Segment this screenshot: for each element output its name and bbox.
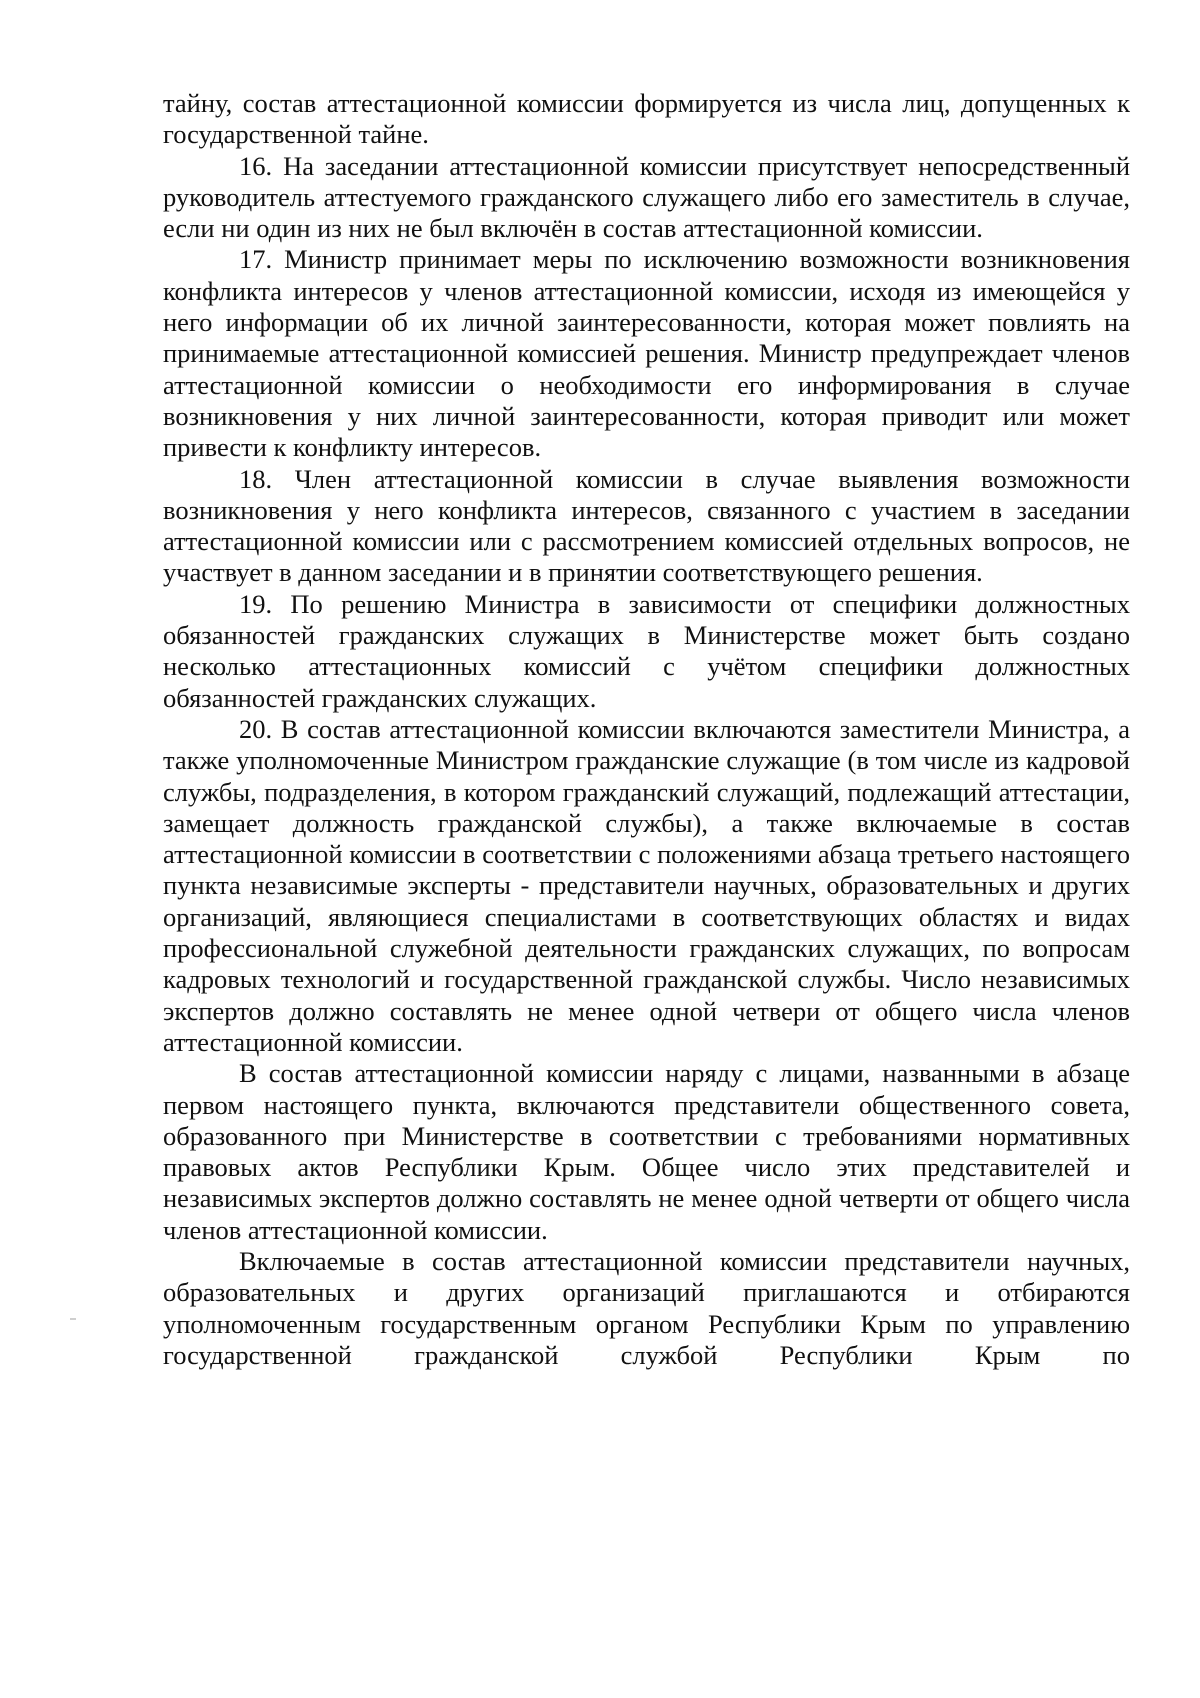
paragraph-20-third: Включаемые в состав аттестационной комиссии представители научных, образовательных и других организаций приглашаются и отбираются уполномоченным государственным органом Республики Крым по управлению государственной гражданской службой Республики Крым по [163,1245,1130,1370]
paragraph-20-second: В состав аттестационной комиссии наряду с лицами, названными в абзаце первом настоящего пункта, включаются представители общественного совета, образованного при Министерстве в соответствии с требованиями нормативных правовых актов Республики Крым. Общее число этих представителей и независимых экспертов должно составлять не менее одной четверти от общего числа членов аттестационной комиссии. [163,1058,1130,1245]
paragraph-19: 19. По решению Министра в зависимости от специфики должностных обязанностей гражданских служащих в Министерстве может быть создано несколько аттестационных комиссий с учётом специфики должностных обязанностей гражданских служащих. [163,588,1130,713]
paragraph-16: 16. На заседании аттестационной комиссии присутствует непосредственный руководитель аттестуемого гражданского служащего либо его заместитель в случае, если ни один из них не был включён в состав аттестационной комиссии. [163,150,1130,244]
paragraph-continuation: тайну, состав аттестационной комиссии формируется из числа лиц, допущенных к государственной тайне. [163,88,1130,150]
paragraph-18: 18. Член аттестационной комиссии в случае выявления возможности возникновения у него конфликта интересов, связанного с участием в заседании аттестационной комиссии или с рассмотрением комиссией отдельных вопросов, не участвует в данном заседании и в принятии соответствующего решения. [163,463,1130,588]
paragraph-20: 20. В состав аттестационной комиссии включаются заместители Министра, а также уполномоченные Министром гражданские служащие (в том числе из кадровой службы, подразделения, в котором гражданский служащий, подлежащий аттестации, замещает должность гражданской службы), а также включаемые в состав аттестационной комиссии в соответствии с положениями абзаца третьего настоящего пункта независимые эксперты - представители научных, образовательных и других организаций, являющиеся специалистами в соответствующих областях и видах профессиональной служебной деятельности гражданских служащих, по вопросам кадровых технологий и государственной гражданской службы. Число независимых экспертов должно составлять не менее одной четвери от общего числа членов аттестационной комиссии. [163,713,1130,1057]
paragraph-17: 17. Министр принимает меры по исключению возможности возникновения конфликта интересов у членов аттестационной комиссии, исходя из имеющейся у него информации об их личной заинтересованности, которая может повлиять на принимаемые аттестационной комиссией решения. Министр предупреждает членов аттестационной комиссии о необходимости его информирования в случае возникновения у них личной заинтересованности, которая приводит или может привести к конфликту интересов. [163,244,1130,463]
scan-edge-mark [70,1318,76,1320]
scan-speck-mark [1168,1314,1184,1318]
document-body [163,88,1130,1371]
